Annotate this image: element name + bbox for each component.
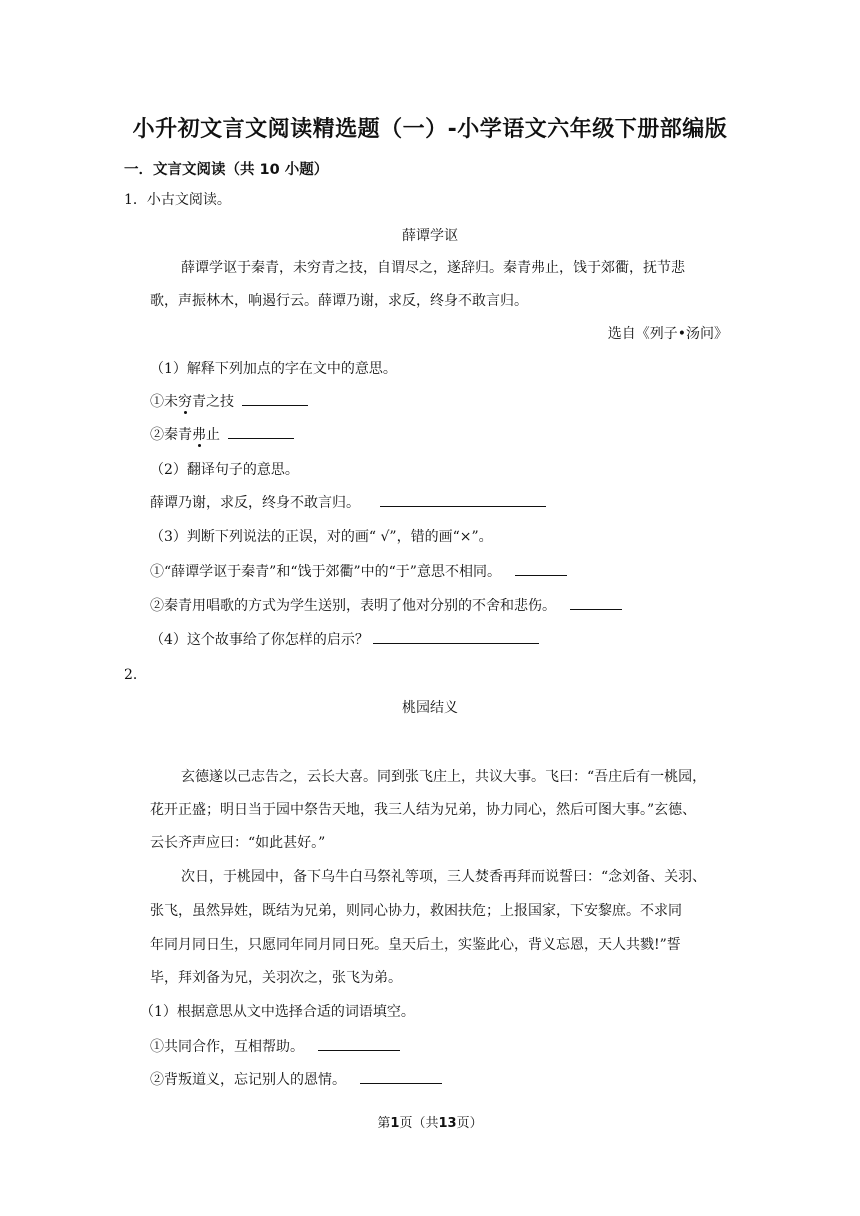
q1-passage-title: 薛谭学讴	[402, 228, 458, 244]
answer-blank[interactable]	[373, 629, 539, 644]
page-footer: 第1页（共13页）	[377, 1116, 483, 1131]
q2-passage-line: 花开正盛；明日当于园中祭告天地，我三人结为兄弟，协力同心，然后可图大事。”玄德、	[150, 802, 697, 818]
answer-blank[interactable]	[360, 1069, 442, 1084]
q2-sub1: （1）根据意思从文中选择合适的词语填空。	[140, 1004, 415, 1020]
q1-prompt: 1．小古文阅读。	[124, 192, 231, 208]
q2-passage-line: 毕，拜刘备为兄，关羽次之，张飞为弟。	[150, 970, 402, 986]
q1-passage-line: 薛谭学讴于秦青，未穷青之技，自谓尽之，遂辞归。秦青弗止，饯于郊衢，抚节悲	[181, 260, 685, 276]
q2-passage-line: 云长齐声应曰：“如此甚好。”	[150, 835, 326, 851]
q1-sub4: （4）这个故事给了你怎样的启示？	[150, 629, 539, 650]
q2-passage-line: 次日，于桃园中，备下乌牛白马祭礼等项，三人焚香再拜而说誓曰：“念刘备、关羽、	[181, 869, 707, 885]
answer-blank[interactable]	[515, 561, 567, 576]
q1-sub1: （1）解释下列加点的字在文中的意思。	[150, 361, 397, 377]
q1-sub2-sentence: 薛谭乃谢，求反，终身不敢言归。	[150, 492, 546, 513]
q2-passage-title: 桃园结义	[402, 700, 458, 716]
q1-source: 选自《列子•汤问》	[607, 326, 728, 342]
dotted-char: 穷	[178, 394, 192, 410]
q1-passage-line: 歌，声振林木，响遏行云。薛谭乃谢，求反，终身不敢言归。	[150, 293, 528, 309]
q1-sub3-item-a: ①“薛谭学讴于秦青”和“饯于郊衢”中的“于”意思不相同。	[150, 561, 567, 582]
q1-number: 1．	[124, 192, 147, 208]
q2-passage-line: 年同月同日生，只愿同年同月同日死。皇天后土，实鉴此心，背义忘恩，天人共戮!”誓	[150, 937, 681, 953]
q1-sub2: （2）翻译句子的意思。	[150, 462, 299, 478]
q2-passage-line: 张飞，虽然异姓，既结为兄弟，则同心协力，救困扶危；上报国家，下安黎庶。不求同	[150, 903, 682, 919]
section-heading: 一．文言文阅读（共 10 小题）	[124, 162, 329, 178]
page-total: 13	[438, 1116, 457, 1131]
answer-blank[interactable]	[242, 391, 308, 406]
answer-blank[interactable]	[228, 424, 294, 439]
q2-passage-line: 玄德遂以己志告之，云长大喜。同到张飞庄上，共议大事。飞曰：“吾庄后有一桃园，	[181, 769, 707, 785]
q2-sub1-item-a: ①共同合作，互相帮助。	[150, 1036, 400, 1057]
q1-sub3: （3）判断下列说法的正误，对的画“ √”，错的画“×”。	[150, 529, 493, 545]
answer-blank[interactable]	[318, 1036, 400, 1051]
q1-sub1-item-b: ②秦青弗止	[150, 424, 294, 445]
q2-sub1-item-b: ②背叛道义，忘记别人的恩情。	[150, 1069, 442, 1090]
answer-blank[interactable]	[380, 492, 546, 507]
q2-number: 2．	[124, 667, 147, 683]
page-number: 1	[390, 1116, 400, 1131]
dotted-char: 弗	[192, 427, 206, 443]
document-title: 小升初文言文阅读精选题（一）-小学语文六年级下册部编版	[132, 117, 728, 142]
q1-sub1-item-a: ①未穷青之技	[150, 391, 308, 412]
q1-sub3-item-b: ②秦青用唱歌的方式为学生送别，表明了他对分别的不舍和悲伤。	[150, 595, 622, 616]
answer-blank[interactable]	[570, 595, 622, 610]
